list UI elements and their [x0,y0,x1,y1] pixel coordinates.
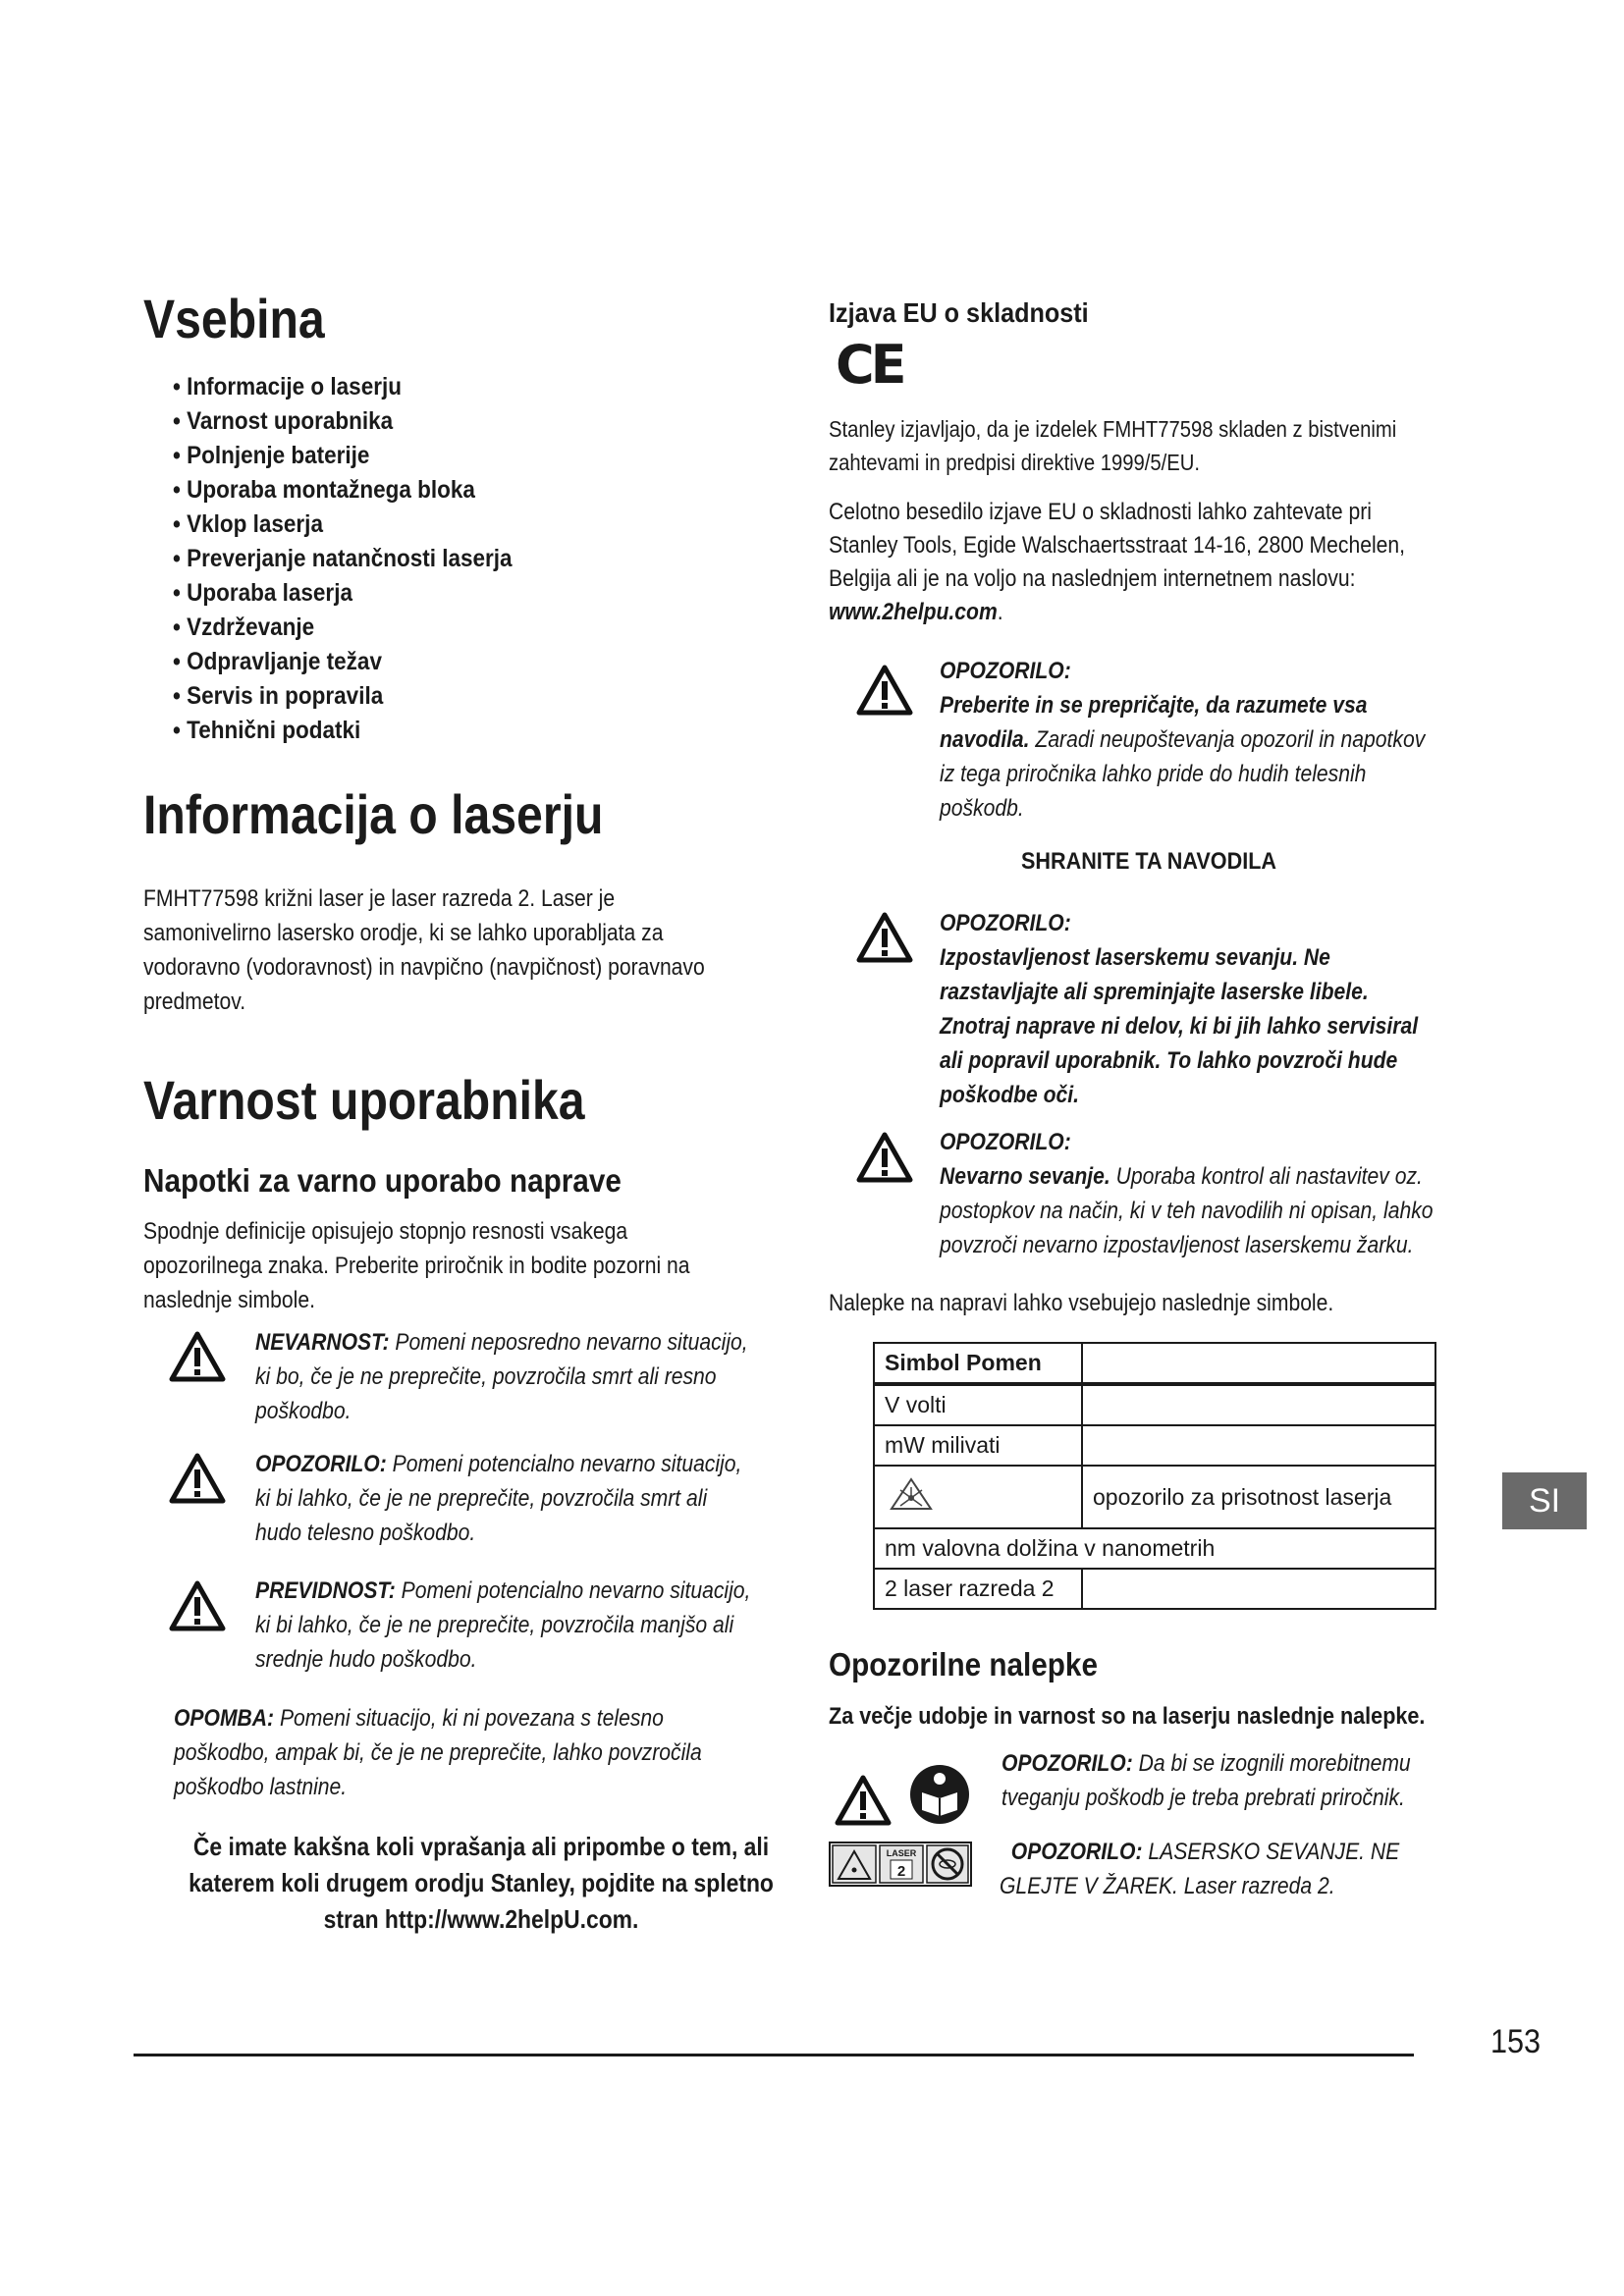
danger-definition: NEVARNOST: Pomeni neposredno nevarno situacijo, ki bo, če je ne preprečite, povzročila smrt ali resno poškodbo. [255,1329,748,1424]
toc-item[interactable]: • Uporaba montažnega bloka [173,476,475,504]
svg-text:2: 2 [896,1863,906,1880]
info-title: Informacija o laserju [143,783,604,845]
warning-definition: OPOZORILO: Pomeni potencialno nevarno situacijo, ki bi lahko, če je ne preprečite, povzročila smrt ali hudo telesno poškodbo. [255,1451,742,1546]
table-row: nm valovna dolžina v nanometrih [874,1528,1435,1569]
warning-triangle-icon [856,1132,913,1183]
warning-triangle-icon [169,1453,226,1504]
laser-class-label-icon [829,1842,972,1887]
toc-item[interactable]: • Uporaba laserja [173,579,352,607]
note-definition: OPOMBA: Pomeni situacijo, ki ni povezana s telesno poškodbo, ampak bi, če je ne preprečite, lahko povzročila poškodbo lastnine. [174,1705,702,1800]
label-laser-radiation: OPOZORILO: LASERSKO SEVANJE. NE GLEJTE V ŽAREK. Laser razreda 2. [1000,1839,1400,1899]
eu-paragraph-2: Celotno besedilo izjave EU o skladnosti lahko zahtevate pri Stanley Tools, Egide Walschaertsstraat 14-16, 2800 Mechelen, Belgija ali je na voljo na naslednjem internetnem naslovu: www.2helpu.com. [829,499,1406,625]
table-row: V volti [874,1384,1435,1425]
toc-item[interactable]: • Odpravljanje težav [173,648,382,675]
symbols-intro: Nalepke na napravi lahko vsebujejo naslednje simbole. [829,1290,1334,1316]
footer-divider [134,2054,1414,2056]
eu-title: Izjava EU o skladnosti [829,297,1089,328]
safety-title: Varnost uporabnika [143,1069,585,1131]
warning-laser-exposure: OPOZORILO: Izpostavljenost laserskemu sevanju. Ne razstavljajte ali spreminjajte laserske libele. Znotraj naprave ni delov, ki bi jih lahko servisiral ali popravil uporabnik. To lahko povzroči hude poškodbe oči. [940,910,1419,1108]
table-row: 2 laser razreda 2 [874,1569,1435,1609]
warning-hazardous-radiation: OPOZORILO: Nevarno sevanje. Uporaba kontrol ali nastavitev oz. postopkov na način, ki v teh navodilih ni opisan, lahko povzroči nevarno izpostavljenost laserskemu žarku. [940,1129,1434,1258]
toc-item[interactable]: • Vklop laserja [173,510,323,538]
labels-title: Opozorilne nalepke [829,1646,1098,1682]
table-row: Simbol Pomen [874,1343,1435,1384]
toc-item[interactable]: • Preverjanje natančnosti laserja [173,545,513,572]
toc-item[interactable]: • Polnjenje baterije [173,442,370,469]
table-row: mW milivati [874,1425,1435,1466]
symbols-table [873,1342,1436,1610]
keep-instructions: SHRANITE TA NAVODILA [1021,848,1277,875]
table-row: opozorilo za prisotnost laserja [874,1466,1435,1528]
labels-intro: Za večje udobje in varnost so na laserju naslednje nalepke. [829,1703,1426,1730]
language-tab: SI [1502,1472,1587,1529]
safety-subtitle: Napotki za varno uporabo naprave [143,1162,622,1199]
toc-item[interactable]: • Servis in popravila [173,682,384,710]
warning-read-manual: OPOZORILO: Preberite in se prepričajte, da razumete vsa navodila. Zaradi neupoštevanja opozoril in napotkov iz tega priročnika lahko pride do hudih telesnih poškodb. [940,658,1426,822]
toc-item[interactable]: • Varnost uporabnika [173,407,394,435]
contact-note: Če imate kakšna koli vprašanja ali pripombe o tem, ali katerem koli drugem orodju Stanley, pojdite na spletno stran http://www.2helpU.com. [189,1832,774,1934]
caution-triangle-icon [169,1580,226,1631]
toc-list [173,370,550,748]
eu-url-link[interactable]: www.2helpu.com [829,599,998,625]
danger-warning-icon [169,1331,226,1382]
page-number: 153 [1490,2023,1542,2060]
warning-triangle-icon [856,665,913,716]
eu-paragraph-1: Stanley izjavljajo, da je izdelek FMHT77598 skladen z bistvenimi zahtevami in predpisi direktive 1999/5/EU. [829,416,1397,475]
toc-title: Vsebina [143,288,325,349]
label-read-manual: OPOZORILO: Da bi se izognili morebitnemu tveganju poškodb je treba prebrati priročnik. [1001,1750,1411,1811]
laser-warning-icon [889,1476,934,1512]
toc-item[interactable]: • Informacije o laserju [173,373,402,400]
safety-intro: Spodnje definicije opisujejo stopnjo resnosti vsakega opozorilnega znaka. Preberite priročnik in bodite pozorni na naslednje simbole. [143,1218,690,1313]
read-manual-icon [908,1763,971,1826]
warning-triangle-icon [856,912,913,963]
ce-mark: CE [836,334,903,396]
svg-text:LASER: LASER [886,1848,917,1858]
toc-item[interactable]: • Tehnični podatki [173,717,361,744]
toc-item[interactable]: • Vzdrževanje [173,614,315,641]
caution-definition: PREVIDNOST: Pomeni potencialno nevarno situacijo, ki bi lahko, če je ne preprečite, povzročila manjšo ali srednje hudo poškodbo. [255,1577,751,1673]
warning-triangle-icon [835,1775,892,1826]
info-paragraph: FMHT77598 križni laser je laser razreda 2. Laser je samonivelirno lasersko orodje, ki se lahko uporabljata za vodoravno (vodoravnost) in navpično (navpičnost) poravnavo predmetov. [143,885,705,1015]
